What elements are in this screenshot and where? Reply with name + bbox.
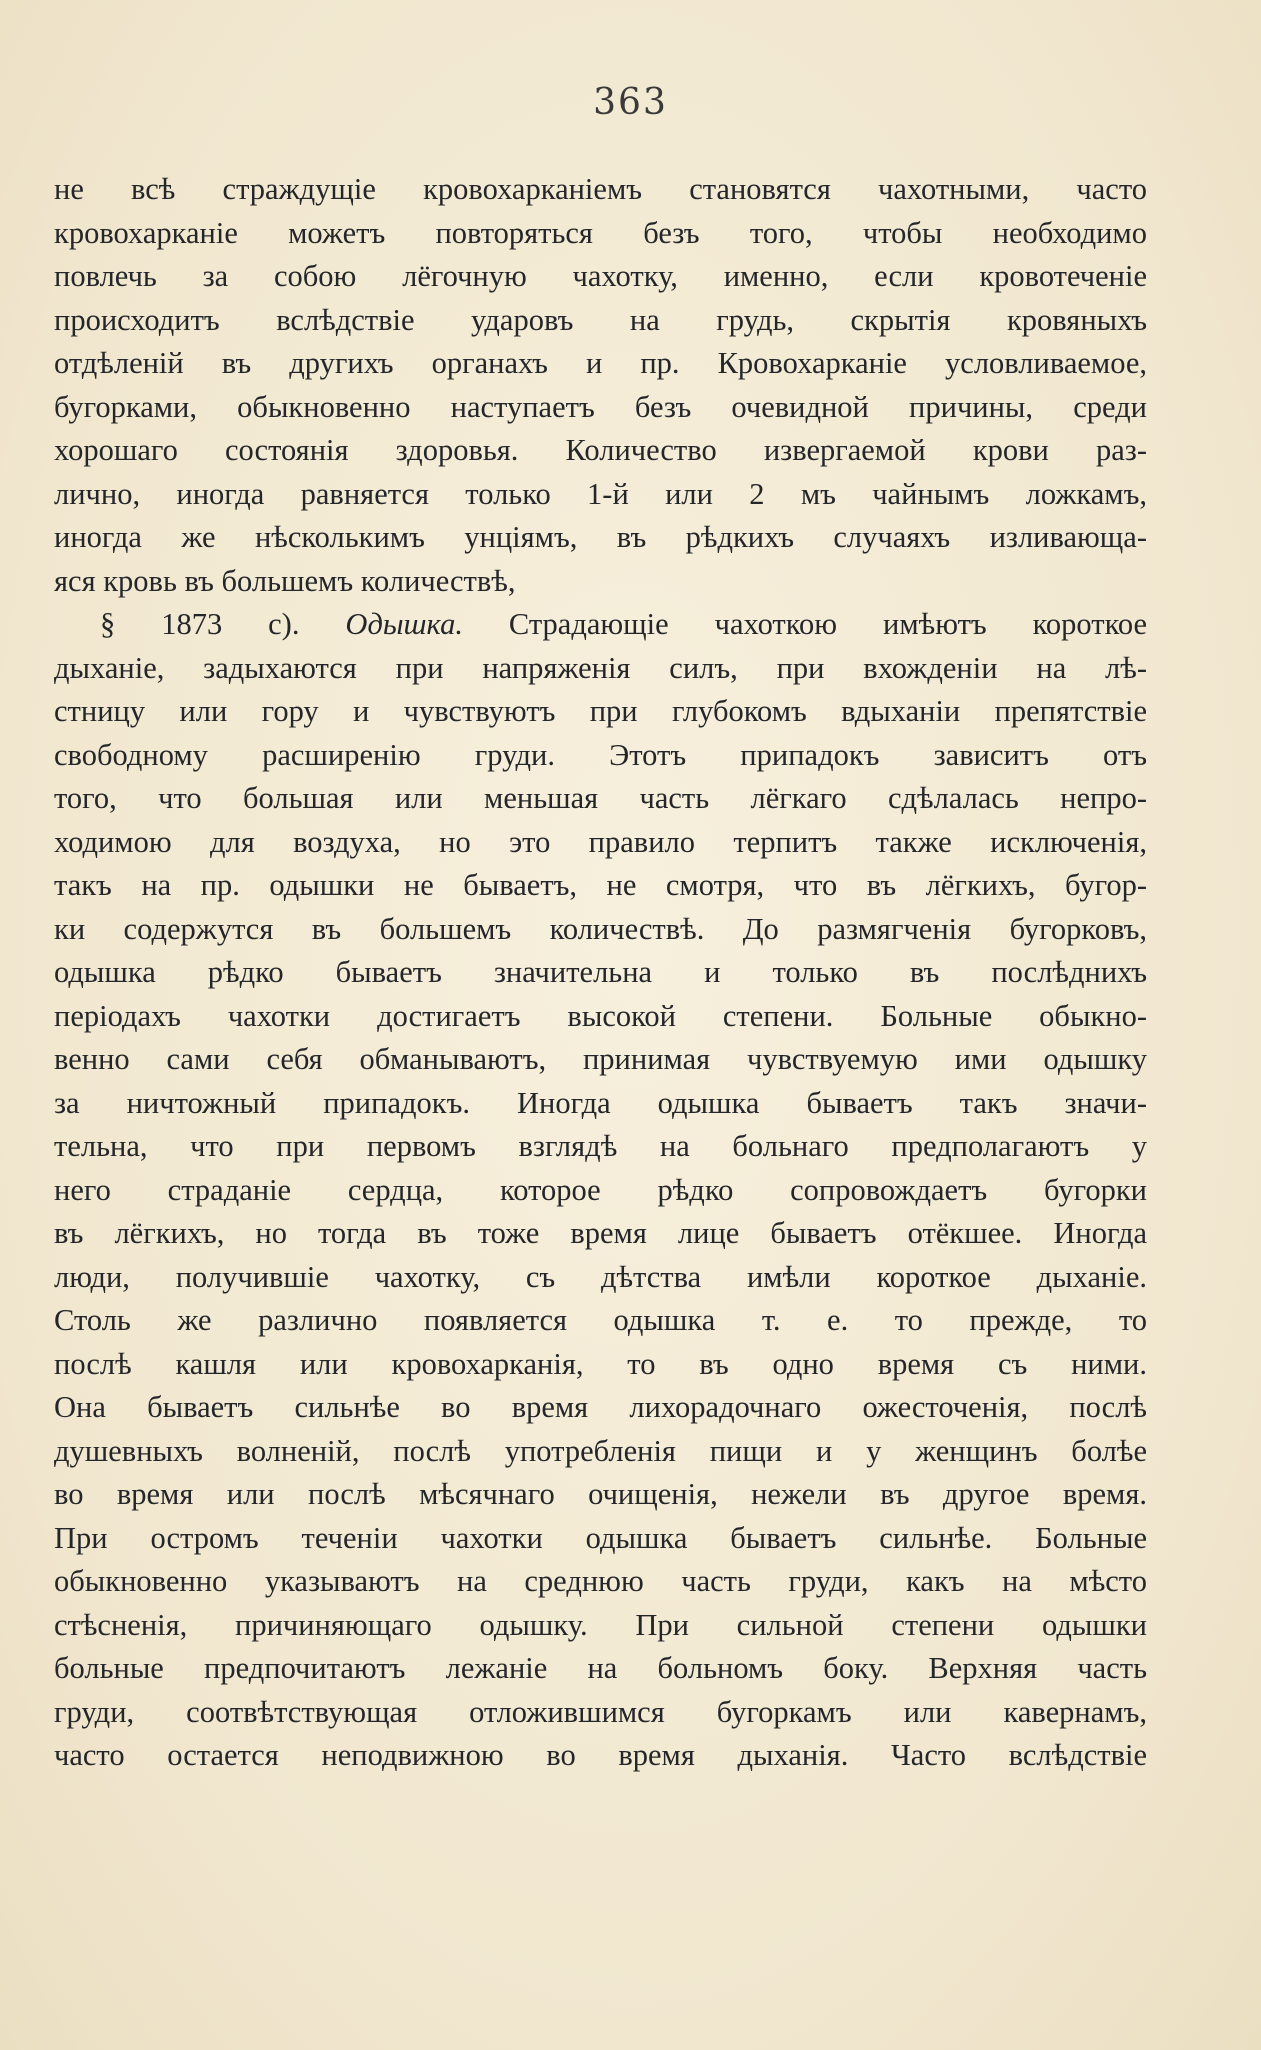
text-line: лично, иногда равняется только 1-й или 2 мъ чайнымъ ложкамъ, <box>54 476 1147 511</box>
text-line: дыханіе, задыхаются при напряженія силъ, при вхожденіи на лѣ- <box>54 650 1147 685</box>
text-line: Столь же различно появляется одышка т. е. то прежде, то <box>54 1303 1147 1337</box>
text-line: отдѣленій въ другихъ органахъ и пр. Кровохарканіе условливаемое, <box>54 346 1147 380</box>
text-line: ходимою для воздуха, но это правило терпитъ также исключенія, <box>54 824 1147 859</box>
text-fragment: Страдающіе чахоткою имѣютъ короткое <box>508 607 1147 641</box>
text-line: бугорками, обыкновенно наступаетъ безъ очевидной причины, среди <box>54 389 1147 424</box>
text-line: того, что большая или меньшая часть лёгкаго сдѣлалась непро- <box>54 781 1147 815</box>
text-line: во время или послѣ мѣсячнаго очищенія, нежели въ другое время. <box>54 1477 1147 1511</box>
page-number: 363 <box>593 82 668 123</box>
text-line: венно сами себя обманываютъ, принимая чувствуемую ими одышку <box>54 1042 1147 1076</box>
text-line: хорошаго состоянія здоровья. Количество извергаемой крови раз- <box>54 433 1147 467</box>
text-line: люди, получившіе чахотку, съ дѣтства имѣли короткое дыханіе. <box>54 1259 1147 1294</box>
text-line: больные предпочитаютъ лежаніе на больномъ боку. Верхняя часть <box>54 1651 1147 1685</box>
text-line: душевныхъ волненій, послѣ употребленія пищи и у женщинъ болѣе <box>54 1433 1147 1468</box>
text-line: стѣсненія, причиняющаго одышку. При сильной степени одышки <box>54 1607 1147 1642</box>
text-line: иногда же нѣсколькимъ унціямъ, въ рѣдкихъ случаяхъ изливающа- <box>54 520 1147 554</box>
text-line: свободному расширенію груди. Этотъ припадокъ зависитъ отъ <box>54 737 1147 772</box>
body-text <box>54 168 1147 1778</box>
text-line: обыкновенно указываютъ на среднюю часть груди, какъ на мѣсто <box>54 1564 1147 1598</box>
text-line: ки содержутся въ большемъ количествѣ. До размягченія бугорковъ, <box>54 911 1147 946</box>
text-line: него страданіе сердца, которое рѣдко сопровождаетъ бугорки <box>54 1172 1147 1207</box>
text-line: стницу или гору и чувствуютъ при глубокомъ вдыханіи препятствіе <box>54 694 1147 728</box>
text-line: повлечь за собою лёгочную чахотку, именно, если кровотеченіе <box>54 259 1147 293</box>
section-heading-line <box>54 603 1147 647</box>
text-line: такъ на пр. одышки не бываетъ, не смотря, что въ лёгкихъ, бугор- <box>54 868 1147 902</box>
text-line: груди, соотвѣтствующая отложившимся бугоркамъ или кавернамъ, <box>54 1694 1147 1729</box>
section-number: § 1873 c). <box>100 607 300 641</box>
text-line: При остромъ теченіи чахотки одышка бываетъ сильнѣе. Больные <box>54 1520 1147 1555</box>
text-line: яся кровь въ большемъ количествѣ, <box>54 563 516 598</box>
text-line: Она бываетъ сильнѣе во время лихорадочнаго ожесточенія, послѣ <box>54 1390 1147 1424</box>
text-line: тельна, что при первомъ взглядѣ на больнаго предполагаютъ у <box>54 1129 1147 1163</box>
text-line: послѣ кашля или кровохарканія, то въ одно время съ ними. <box>54 1346 1147 1381</box>
text-line: періодахъ чахотки достигаетъ высокой степени. Больные обыкно- <box>54 998 1147 1033</box>
section-title: Одышка. <box>345 607 463 641</box>
text-line: не всѣ страждущіе кровохарканіемъ становятся чахотными, часто <box>54 172 1147 206</box>
text-line: кровохарканіе можетъ повторяться безъ того, чтобы необходимо <box>54 215 1147 250</box>
text-line: одышка рѣдко бываетъ значительна и только въ послѣднихъ <box>54 955 1147 989</box>
text-line: происходитъ вслѣдствіе ударовъ на грудь, скрытія кровяныхъ <box>54 302 1147 337</box>
text-line: часто остается неподвижною во время дыханія. Часто вслѣдствіе <box>54 1738 1147 1772</box>
text-line: въ лёгкихъ, но тогда въ тоже время лице бываетъ отёкшее. Иногда <box>54 1216 1147 1250</box>
text-line: за ничтожный припадокъ. Иногда одышка бываетъ такъ значи- <box>54 1085 1147 1120</box>
